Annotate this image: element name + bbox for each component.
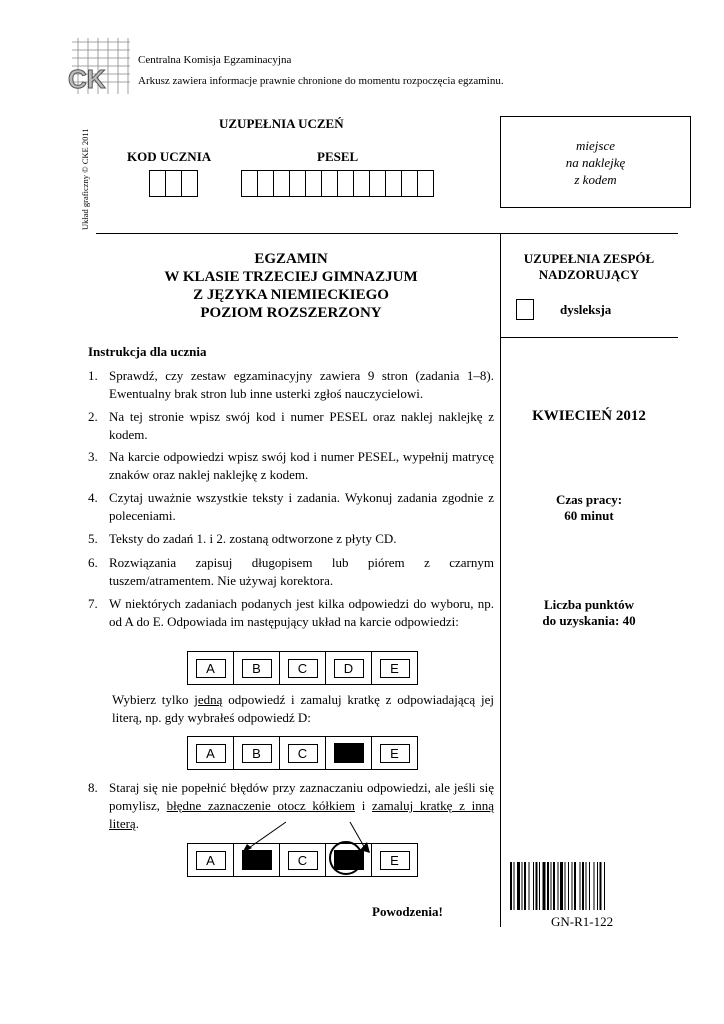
instruction-item: 7. W niektórych zadaniach podanych jest kilka odpowiedzi do wyboru, np. od A do E. Odpowiada im następujący układ na karcie odpowiedzi:: [88, 596, 494, 629]
answer-letter-d: D: [334, 659, 364, 678]
instruction-item: 5. Teksty do zadań 1. i 2. zostaną odtworzone z płyty CD.: [88, 531, 397, 546]
instruction-item: 4. Czytaj uważnie wszystkie teksty i zadania. Wykonuj zadania zgodnie z poleceniami.: [88, 490, 494, 523]
work-time: Czas pracy: 60 minut: [555, 492, 623, 523]
answer-letter-b: B: [242, 659, 272, 678]
instruction-item: 3. Na karcie odpowiedzi wpisz swój kod i numer PESEL, wypełnij matrycę znaków oraz naklej naklejkę z kodem.: [88, 449, 494, 482]
barcode: [510, 862, 670, 910]
good-luck: Powodzenia!: [372, 904, 443, 919]
filled-answer-b: [242, 850, 272, 870]
instructions-title: Instrukcja dla ucznia: [88, 344, 207, 359]
answer-letter-e: E: [380, 744, 410, 763]
pesel-boxes[interactable]: [242, 170, 434, 197]
dyslexia-label: dysleksja: [560, 302, 612, 317]
exam-title: EGZAMIN W KLASIE TRZECIEJ GIMNAZJUM Z JĘZYKA NIEMIECKIEGO POZIOM ROZSZERZONY: [164, 251, 418, 321]
committee-heading: UZUPEŁNIA ZESPÓŁ NADZORUJĄCY: [523, 251, 655, 282]
student-section-heading: UZUPEŁNIA UCZEŃ: [219, 116, 344, 131]
exam-date: KWIECIEŃ 2012: [532, 408, 646, 424]
answer-letter-e: E: [380, 851, 410, 870]
answer-letter-c: C: [288, 851, 318, 870]
answer-letter-c: C: [288, 744, 318, 763]
org-name: Centralna Komisja Egzaminacyjna: [138, 54, 292, 66]
answer-letter-e: E: [380, 659, 410, 678]
answer-grid-example-3: [187, 843, 418, 877]
answer-letter-c: C: [288, 659, 318, 678]
answer-letter-b: B: [242, 744, 272, 763]
instruction-item: 6. Rozwiązania zapisuj długopisem lub piórem z czarnym tuszem/atramentem. Nie używaj korektora.: [88, 555, 494, 588]
instruction-item-7-follow: Wybierz tylko jedną odpowiedź i zamaluj kratkę z odpowiadającą jej literą, np. gdy wybrałeś odpowiedź D:: [112, 692, 494, 725]
barcode-code: GN-R1-122: [551, 914, 614, 929]
filled-answer-d: [334, 743, 364, 763]
code-label: KOD UCZNIA: [127, 149, 212, 164]
svg-text:CK: CK: [68, 64, 106, 94]
instruction-item: 8. Staraj się nie popełnić błędów przy zaznaczaniu odpowiedzi, ale jeśli się pomylisz, błędne zaznaczenie otocz kółkiem i zamaluj kratkę z inną literą.: [88, 780, 494, 831]
correction-circle: [329, 841, 363, 875]
confidential-notice: Arkusz zawiera informacje prawnie chronione do momentu rozpoczęcia egzaminu.: [138, 75, 504, 87]
answer-letter-a: A: [196, 659, 226, 678]
sticker-placeholder: miejsce na naklejkę z kodem: [500, 116, 691, 208]
answer-grid-example-1: [187, 651, 418, 685]
side-divider: [500, 337, 678, 338]
instruction-item: 2. Na tej stronie wpisz swój kod i numer PESEL oraz naklej naklejkę z kodem.: [88, 409, 494, 442]
dyslexia-checkbox[interactable]: [516, 299, 534, 320]
answer-letter-a: A: [196, 744, 226, 763]
vertical-credit: Układ graficzny © CKE 2011: [80, 128, 90, 230]
pesel-label: PESEL: [317, 149, 359, 164]
answer-letter-a: A: [196, 851, 226, 870]
answer-grid-example-2: [187, 736, 418, 770]
cke-logo: [64, 38, 132, 96]
horizontal-divider: [96, 233, 678, 234]
instruction-item: 1. Sprawdź, czy zestaw egzaminacyjny zawiera 9 stron (zadania 1–8). Ewentualny brak stron lub inne usterki zgłoś nauczycielowi.: [88, 368, 494, 401]
student-code-boxes[interactable]: [150, 170, 198, 197]
max-points: Liczba punktów do uzyskania: 40: [542, 597, 636, 628]
